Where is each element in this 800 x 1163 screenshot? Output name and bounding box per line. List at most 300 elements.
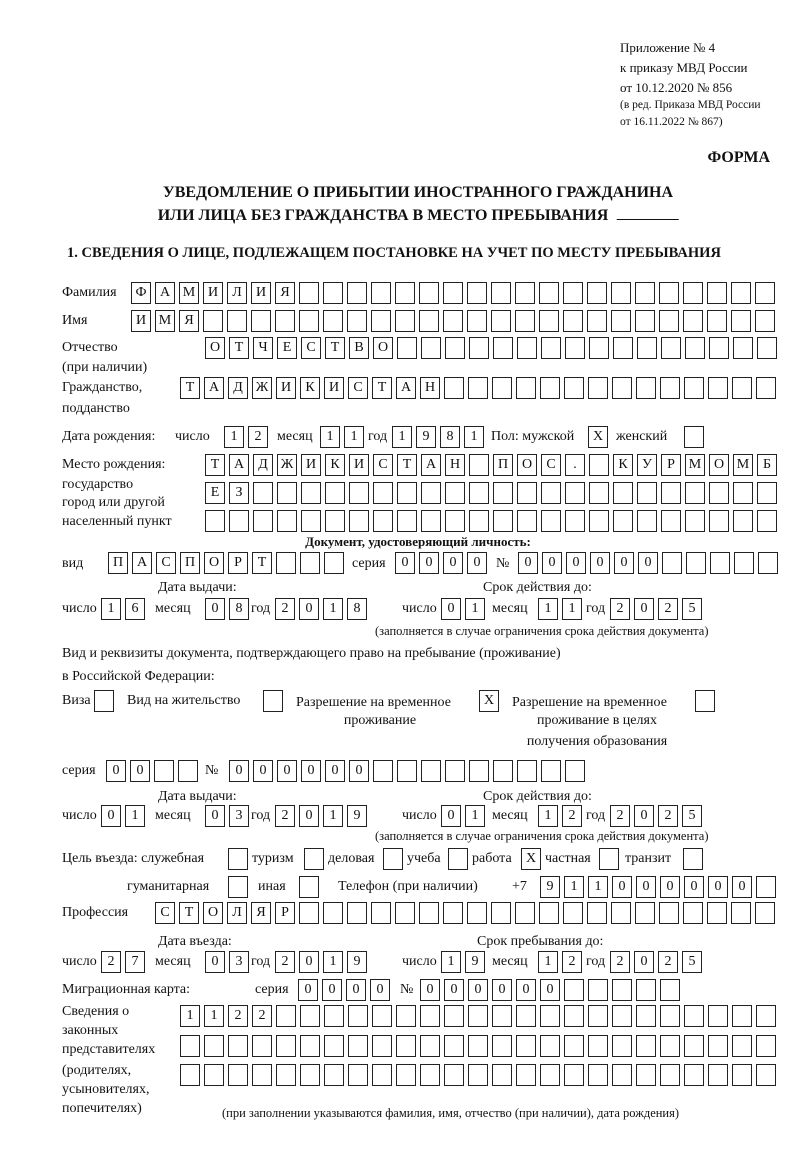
char-cell[interactable]: 0 [634,598,654,620]
char-cell[interactable] [276,552,296,574]
place-of-stay-blank[interactable] [616,205,678,220]
char-cell[interactable]: X [588,426,608,448]
char-cell[interactable] [491,282,511,304]
char-cell[interactable] [300,552,320,574]
char-cell[interactable]: С [155,902,175,924]
char-cell[interactable] [707,310,727,332]
char-cell[interactable] [636,377,656,399]
char-cell[interactable] [275,310,295,332]
char-cell[interactable] [492,1064,512,1086]
char-cell[interactable]: 0 [298,979,318,1001]
char-cell[interactable] [445,482,465,504]
char-cell[interactable] [637,510,657,532]
char-cell[interactable] [635,902,655,924]
char-cell[interactable]: 0 [441,805,461,827]
char-cell[interactable] [324,552,344,574]
char-cell[interactable] [756,1064,776,1086]
purpose-other-checkbox[interactable] [299,876,319,898]
char-cell[interactable] [493,337,513,359]
char-cell[interactable] [347,282,367,304]
char-cell[interactable] [756,1035,776,1057]
char-cell[interactable] [684,1005,704,1027]
char-cell[interactable] [612,1005,632,1027]
char-cell[interactable] [732,1005,752,1027]
char-cell[interactable]: А [229,454,249,476]
char-cell[interactable] [299,876,319,898]
vnzh-checkbox[interactable] [263,690,283,712]
char-cell[interactable]: X [479,690,499,712]
char-cell[interactable]: М [155,310,175,332]
char-cell[interactable]: С [156,552,176,574]
char-cell[interactable] [756,876,776,898]
entry-day-cells[interactable] [101,951,145,973]
char-cell[interactable] [708,1064,728,1086]
char-cell[interactable]: 1 [464,426,484,448]
char-cell[interactable]: 0 [299,805,319,827]
char-cell[interactable]: М [685,454,705,476]
char-cell[interactable]: 1 [224,426,244,448]
char-cell[interactable] [252,1035,272,1057]
char-cell[interactable]: 1 [323,951,343,973]
char-cell[interactable] [252,1064,272,1086]
char-cell[interactable] [304,848,324,870]
char-cell[interactable]: 9 [347,951,367,973]
char-cell[interactable]: У [637,454,657,476]
char-cell[interactable]: 8 [347,598,367,620]
char-cell[interactable] [325,482,345,504]
char-cell[interactable]: М [733,454,753,476]
char-cell[interactable]: 0 [106,760,126,782]
char-cell[interactable]: П [493,454,513,476]
char-cell[interactable] [731,310,751,332]
char-cell[interactable] [180,1064,200,1086]
char-cell[interactable] [299,310,319,332]
char-cell[interactable] [445,510,465,532]
id-issue-year-cells[interactable] [275,598,367,620]
char-cell[interactable] [565,337,585,359]
char-cell[interactable]: Л [227,902,247,924]
char-cell[interactable] [469,337,489,359]
purpose-transit-checkbox[interactable] [683,848,703,870]
char-cell[interactable] [467,282,487,304]
char-cell[interactable] [228,1064,248,1086]
char-cell[interactable]: 2 [610,598,630,620]
char-cell[interactable]: И [131,310,151,332]
char-cell[interactable] [660,1064,680,1086]
char-cell[interactable] [397,760,417,782]
char-cell[interactable] [372,1035,392,1057]
char-cell[interactable]: 1 [465,598,485,620]
char-cell[interactable] [517,760,537,782]
char-cell[interactable]: С [373,454,393,476]
birthplace-cells-2[interactable] [205,482,777,504]
char-cell[interactable] [589,510,609,532]
char-cell[interactable]: 3 [229,951,249,973]
char-cell[interactable]: 0 [395,552,415,574]
char-cell[interactable] [372,1005,392,1027]
char-cell[interactable] [448,848,468,870]
char-cell[interactable] [516,377,536,399]
char-cell[interactable]: Р [661,454,681,476]
char-cell[interactable]: 5 [682,951,702,973]
char-cell[interactable] [636,1035,656,1057]
char-cell[interactable]: 2 [562,951,582,973]
char-cell[interactable] [613,337,633,359]
char-cell[interactable]: 5 [682,805,702,827]
char-cell[interactable]: Е [205,482,225,504]
char-cell[interactable] [443,310,463,332]
res-issue-month-cells[interactable] [205,805,249,827]
char-cell[interactable] [493,482,513,504]
char-cell[interactable]: 0 [205,805,225,827]
id-valid-day-cells[interactable] [441,598,485,620]
char-cell[interactable] [684,1035,704,1057]
char-cell[interactable]: Т [179,902,199,924]
char-cell[interactable]: Т [205,454,225,476]
char-cell[interactable]: 0 [732,876,752,898]
char-cell[interactable] [348,1005,368,1027]
char-cell[interactable]: Н [445,454,465,476]
char-cell[interactable] [757,482,777,504]
char-cell[interactable] [397,337,417,359]
char-cell[interactable]: 0 [708,876,728,898]
char-cell[interactable] [491,902,511,924]
char-cell[interactable] [755,282,775,304]
char-cell[interactable]: С [541,454,561,476]
char-cell[interactable]: 1 [588,876,608,898]
char-cell[interactable] [276,1064,296,1086]
char-cell[interactable] [515,310,535,332]
char-cell[interactable] [468,1035,488,1057]
char-cell[interactable] [709,337,729,359]
citizenship-cells[interactable] [180,377,776,399]
char-cell[interactable] [468,1064,488,1086]
char-cell[interactable] [492,377,512,399]
char-cell[interactable]: 0 [542,552,562,574]
char-cell[interactable] [228,876,248,898]
char-cell[interactable]: 0 [566,552,586,574]
birth-day-cells[interactable] [224,426,268,448]
char-cell[interactable]: Т [325,337,345,359]
char-cell[interactable]: 1 [180,1005,200,1027]
birth-year-cells[interactable] [392,426,484,448]
char-cell[interactable] [757,510,777,532]
char-cell[interactable]: 0 [443,552,463,574]
char-cell[interactable] [324,1035,344,1057]
char-cell[interactable] [683,902,703,924]
char-cell[interactable] [516,1005,536,1027]
char-cell[interactable] [565,760,585,782]
char-cell[interactable] [349,510,369,532]
char-cell[interactable] [660,377,680,399]
char-cell[interactable] [467,310,487,332]
char-cell[interactable]: 2 [275,805,295,827]
char-cell[interactable] [445,760,465,782]
entry-year-cells[interactable] [275,951,367,973]
char-cell[interactable]: 0 [253,760,273,782]
char-cell[interactable] [612,377,632,399]
sex-female-checkbox[interactable] [684,426,704,448]
char-cell[interactable]: 0 [614,552,634,574]
char-cell[interactable] [732,377,752,399]
char-cell[interactable] [517,510,537,532]
char-cell[interactable]: 0 [299,951,319,973]
char-cell[interactable]: 0 [634,951,654,973]
char-cell[interactable]: 0 [441,598,461,620]
char-cell[interactable]: 0 [684,876,704,898]
char-cell[interactable] [373,760,393,782]
char-cell[interactable] [683,848,703,870]
char-cell[interactable]: 0 [229,760,249,782]
char-cell[interactable] [420,1064,440,1086]
char-cell[interactable] [684,426,704,448]
purpose-tourism-checkbox[interactable] [304,848,324,870]
char-cell[interactable] [683,282,703,304]
char-cell[interactable] [587,282,607,304]
char-cell[interactable]: 0 [518,552,538,574]
char-cell[interactable]: 0 [205,951,225,973]
char-cell[interactable] [516,1035,536,1057]
birthplace-cells-1[interactable] [205,454,777,476]
id-series-cells[interactable] [395,552,487,574]
char-cell[interactable] [540,1064,560,1086]
char-cell[interactable] [397,510,417,532]
char-cell[interactable] [301,482,321,504]
char-cell[interactable] [323,902,343,924]
char-cell[interactable]: 6 [125,598,145,620]
char-cell[interactable] [564,979,584,1001]
char-cell[interactable] [154,760,174,782]
char-cell[interactable] [299,902,319,924]
char-cell[interactable] [588,1035,608,1057]
res-valid-year-cells[interactable] [610,805,702,827]
char-cell[interactable] [541,337,561,359]
surname-cells[interactable] [131,282,775,304]
char-cell[interactable] [203,310,223,332]
char-cell[interactable] [734,552,754,574]
char-cell[interactable] [229,510,249,532]
rvp-checkbox[interactable] [479,690,499,712]
char-cell[interactable]: 1 [538,951,558,973]
char-cell[interactable] [300,1005,320,1027]
char-cell[interactable] [588,1005,608,1027]
id-number-cells[interactable] [518,552,778,574]
char-cell[interactable] [662,552,682,574]
char-cell[interactable]: 1 [204,1005,224,1027]
char-cell[interactable]: 1 [564,876,584,898]
char-cell[interactable] [516,1064,536,1086]
char-cell[interactable]: 0 [349,760,369,782]
char-cell[interactable] [635,282,655,304]
char-cell[interactable] [661,337,681,359]
char-cell[interactable] [469,760,489,782]
char-cell[interactable]: И [301,454,321,476]
migration-number-cells[interactable] [420,979,680,1001]
char-cell[interactable]: 2 [228,1005,248,1027]
char-cell[interactable]: 0 [130,760,150,782]
visa-checkbox[interactable] [94,690,114,712]
char-cell[interactable]: 1 [125,805,145,827]
char-cell[interactable]: 1 [101,598,121,620]
char-cell[interactable] [443,902,463,924]
char-cell[interactable] [732,1064,752,1086]
char-cell[interactable] [396,1005,416,1027]
char-cell[interactable] [419,282,439,304]
char-cell[interactable]: И [324,377,344,399]
char-cell[interactable]: Ж [277,454,297,476]
char-cell[interactable] [612,1064,632,1086]
res-issue-day-cells[interactable] [101,805,145,827]
char-cell[interactable] [395,310,415,332]
char-cell[interactable]: 0 [540,979,560,1001]
char-cell[interactable] [710,552,730,574]
char-cell[interactable]: А [132,552,152,574]
char-cell[interactable] [539,282,559,304]
char-cell[interactable] [733,337,753,359]
char-cell[interactable] [757,337,777,359]
char-cell[interactable] [564,1064,584,1086]
char-cell[interactable] [383,848,403,870]
char-cell[interactable]: 9 [347,805,367,827]
char-cell[interactable] [396,1064,416,1086]
char-cell[interactable]: К [300,377,320,399]
char-cell[interactable] [564,1005,584,1027]
char-cell[interactable]: Е [277,337,297,359]
char-cell[interactable] [251,310,271,332]
char-cell[interactable] [659,902,679,924]
char-cell[interactable] [373,482,393,504]
char-cell[interactable]: Д [253,454,273,476]
char-cell[interactable] [636,1005,656,1027]
char-cell[interactable]: 0 [346,979,366,1001]
char-cell[interactable]: Я [251,902,271,924]
char-cell[interactable] [180,1035,200,1057]
char-cell[interactable] [444,1005,464,1027]
char-cell[interactable] [541,510,561,532]
profession-cells[interactable] [155,902,775,924]
char-cell[interactable]: Т [252,552,272,574]
char-cell[interactable]: 9 [540,876,560,898]
char-cell[interactable]: И [203,282,223,304]
res-number-cells[interactable] [229,760,585,782]
char-cell[interactable]: 0 [301,760,321,782]
char-cell[interactable] [263,690,283,712]
char-cell[interactable] [421,337,441,359]
char-cell[interactable]: 1 [320,426,340,448]
char-cell[interactable]: К [325,454,345,476]
char-cell[interactable] [277,510,297,532]
char-cell[interactable]: И [251,282,271,304]
char-cell[interactable] [491,310,511,332]
char-cell[interactable] [733,510,753,532]
char-cell[interactable]: З [229,482,249,504]
char-cell[interactable] [637,337,657,359]
char-cell[interactable] [444,1035,464,1057]
char-cell[interactable] [276,1005,296,1027]
char-cell[interactable]: К [613,454,633,476]
char-cell[interactable] [589,337,609,359]
char-cell[interactable] [565,510,585,532]
char-cell[interactable] [707,902,727,924]
char-cell[interactable]: 1 [562,598,582,620]
res-issue-year-cells[interactable] [275,805,367,827]
char-cell[interactable] [709,510,729,532]
until-day-cells[interactable] [441,951,485,973]
char-cell[interactable]: О [517,454,537,476]
rvpo-checkbox[interactable] [695,690,715,712]
char-cell[interactable] [611,310,631,332]
char-cell[interactable] [94,690,114,712]
char-cell[interactable]: А [155,282,175,304]
char-cell[interactable]: 1 [441,951,461,973]
char-cell[interactable] [756,377,776,399]
char-cell[interactable]: 0 [419,552,439,574]
char-cell[interactable] [611,282,631,304]
char-cell[interactable]: 1 [323,805,343,827]
char-cell[interactable] [587,902,607,924]
char-cell[interactable]: Т [229,337,249,359]
char-cell[interactable] [421,482,441,504]
id-type-cells[interactable] [108,552,344,574]
char-cell[interactable] [612,979,632,1001]
char-cell[interactable] [684,1064,704,1086]
char-cell[interactable] [324,1064,344,1086]
char-cell[interactable] [660,979,680,1001]
char-cell[interactable] [371,282,391,304]
representatives-cells-3[interactable] [180,1064,776,1086]
until-month-cells[interactable] [538,951,582,973]
char-cell[interactable] [685,337,705,359]
name-cells[interactable] [131,310,775,332]
char-cell[interactable] [349,482,369,504]
char-cell[interactable] [493,510,513,532]
char-cell[interactable] [420,1005,440,1027]
char-cell[interactable] [756,1005,776,1027]
char-cell[interactable] [635,310,655,332]
char-cell[interactable] [323,282,343,304]
char-cell[interactable] [373,510,393,532]
res-valid-month-cells[interactable] [538,805,582,827]
char-cell[interactable]: 0 [612,876,632,898]
char-cell[interactable] [419,310,439,332]
char-cell[interactable] [540,1005,560,1027]
char-cell[interactable] [348,1035,368,1057]
char-cell[interactable] [539,902,559,924]
char-cell[interactable] [758,552,778,574]
char-cell[interactable] [227,310,247,332]
char-cell[interactable] [469,482,489,504]
char-cell[interactable] [732,1035,752,1057]
char-cell[interactable]: 2 [248,426,268,448]
representatives-cells-1[interactable] [180,1005,776,1027]
char-cell[interactable]: 8 [440,426,460,448]
char-cell[interactable] [683,310,703,332]
char-cell[interactable] [564,377,584,399]
char-cell[interactable]: Ф [131,282,151,304]
char-cell[interactable]: А [396,377,416,399]
char-cell[interactable] [469,454,489,476]
char-cell[interactable]: С [348,377,368,399]
char-cell[interactable] [613,482,633,504]
char-cell[interactable]: 0 [516,979,536,1001]
char-cell[interactable] [540,1035,560,1057]
until-year-cells[interactable] [610,951,702,973]
char-cell[interactable] [613,510,633,532]
char-cell[interactable] [587,310,607,332]
char-cell[interactable]: М [179,282,199,304]
char-cell[interactable]: X [521,848,541,870]
sex-male-checkbox[interactable] [588,426,608,448]
